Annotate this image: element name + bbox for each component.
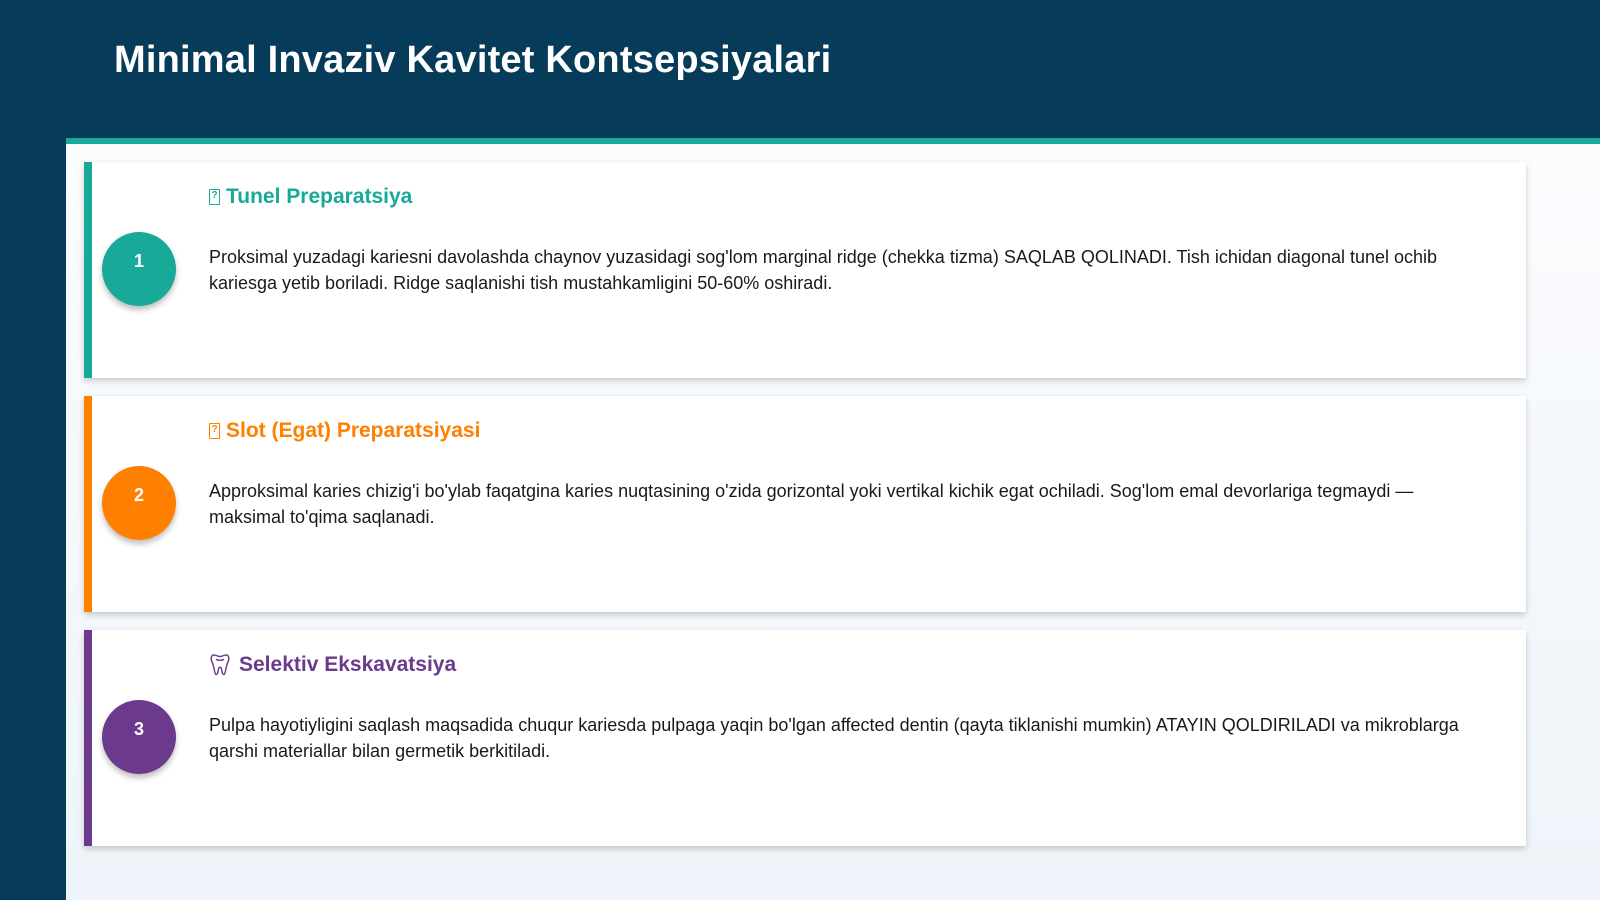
missing-glyph-icon <box>209 423 220 439</box>
concept-card-slot <box>84 396 1526 612</box>
content-panel <box>66 138 1600 900</box>
missing-glyph-icon <box>209 189 220 205</box>
card-heading-text: Tunel Preparatsiya <box>226 185 413 208</box>
card-heading <box>209 416 480 446</box>
step-number-badge: 2 <box>102 466 176 540</box>
card-heading-text: Selektiv Ekskavatsiya <box>239 653 457 676</box>
card-description: Approksimal karies chizig'i bo'ylab faqatgina karies nuqtasining o'zida gorizontal yoki vertikal kichik egat ochiladi. Sog'lom emal devorlariga tegmaydi — maksimal to'qima saqlanadi. <box>209 481 1414 527</box>
card-heading <box>209 650 456 680</box>
concept-card-tunnel <box>84 162 1526 378</box>
tooth-outline-icon <box>209 652 231 678</box>
card-heading <box>209 182 412 212</box>
step-number-badge: 3 <box>102 700 176 774</box>
card-description: Proksimal yuzadagi kariesni davolashda chaynov yuzasidagi sog'lom marginal ridge (chekka tizma) SAQLAB QOLINADI. Tish ichidan diagonal tunel ochib kariesga yetib boriladi. Ridge saqlanishi tish mustahkamligini 50-60% oshiradi. <box>209 247 1438 293</box>
step-number-badge: 1 <box>102 232 176 306</box>
card-description: Pulpa hayotiyligini saqlash maqsadida chuqur kariesda pulpaga yaqin bo'lgan affected dentin (qayta tiklanishi mumkin) ATAYIN QOLDIRILADI va mikroblarga qarshi materiallar bilan germetik berkitiladi. <box>209 715 1459 761</box>
card-heading-text: Slot (Egat) Preparatsiyasi <box>226 419 481 442</box>
page-title: Minimal Invaziv Kavitet Kontsepsiyalari <box>114 39 832 81</box>
concept-card-selective <box>84 630 1526 846</box>
